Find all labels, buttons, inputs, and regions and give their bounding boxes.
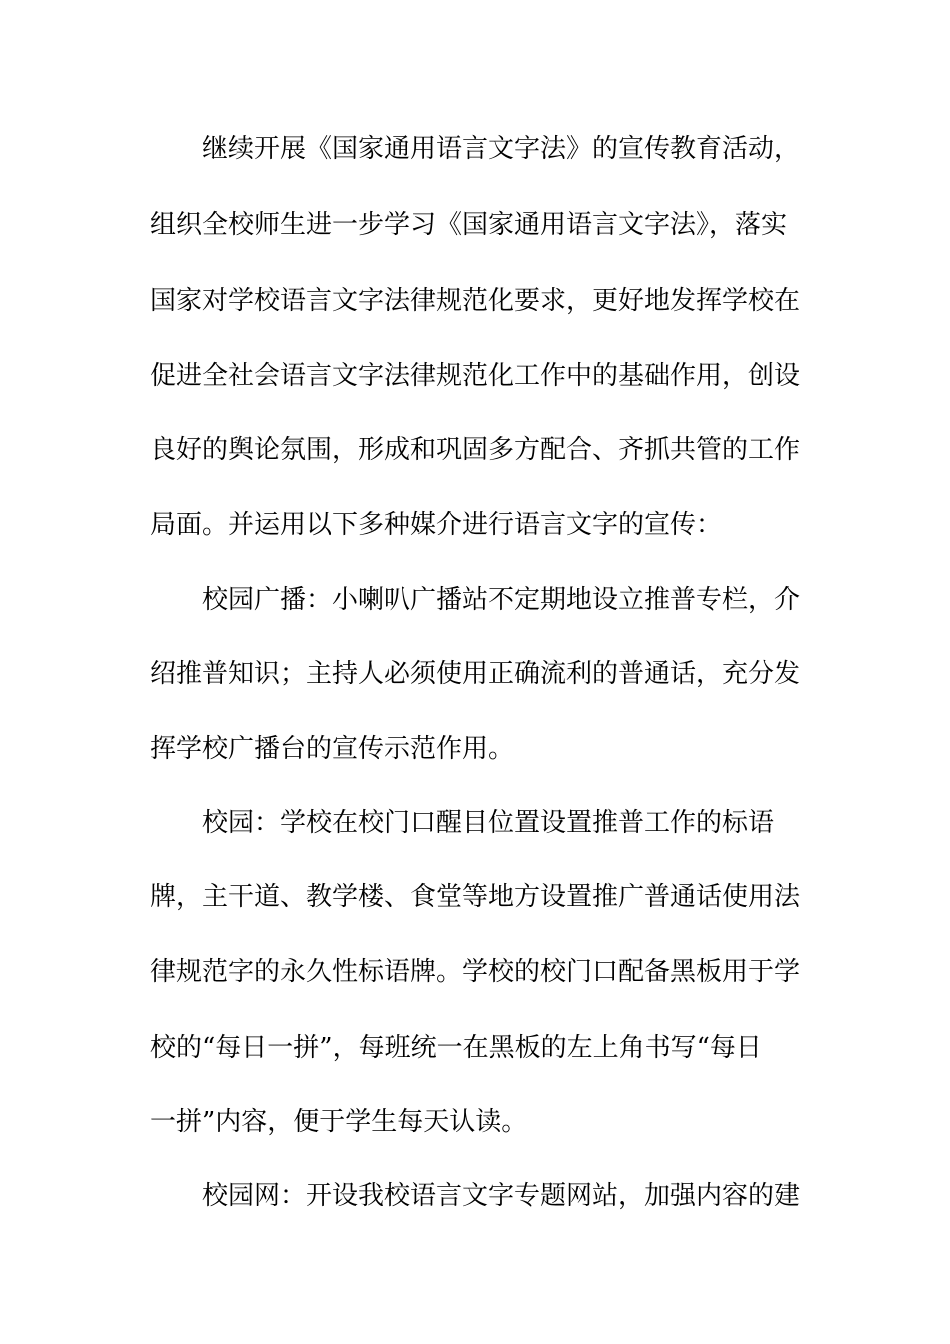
paragraph-3-line-1: 校园：学校在校门口醒目位置设置推普工作的标语 xyxy=(202,808,775,838)
paragraph-1-line-1: 继续开展《国家通用语言文字法》的宣传教育活动， xyxy=(202,134,801,164)
paragraph-2-line-2: 绍推普知识；主持人必须使用正确流利的普通话，充分发 xyxy=(150,659,801,689)
paragraph-1-line-2: 组织全校师生进一步学习《国家通用语言文字法》，落实 xyxy=(150,210,788,240)
paragraph-3-line-5: 一拼”内容，便于学生每天认读。 xyxy=(150,1107,528,1137)
paragraph-1-line-6: 局面。并运用以下多种媒介进行语言文字的宣传： xyxy=(150,510,723,540)
paragraph-1-line-5: 良好的舆论氛围，形成和巩固多方配合、齐抓共管的工作 xyxy=(150,435,801,465)
paragraph-4-line-1: 校园网：开设我校语言文字专题网站，加强内容的建 xyxy=(202,1181,801,1211)
paragraph-1-line-4: 促进全社会语言文字法律规范化工作中的基础作用，创设 xyxy=(150,361,801,391)
paragraph-2-line-3: 挥学校广播台的宣传示范作用。 xyxy=(150,734,515,764)
paragraph-3-line-4: 校的“每日一拼”，每班统一在黑板的左上角书写“每日 xyxy=(150,1033,762,1063)
paragraph-1-line-3: 国家对学校语言文字法律规范化要求，更好地发挥学校在 xyxy=(150,286,801,316)
paragraph-2-line-1: 校园广播：小喇叭广播站不定期地设立推普专栏，介 xyxy=(202,585,801,615)
paragraph-3-line-3: 律规范字的永久性标语牌。学校的校门口配备黑板用于学 xyxy=(150,957,801,987)
paragraph-3-line-2: 牌，主干道、教学楼、食堂等地方设置推广普通话使用法 xyxy=(150,882,801,912)
